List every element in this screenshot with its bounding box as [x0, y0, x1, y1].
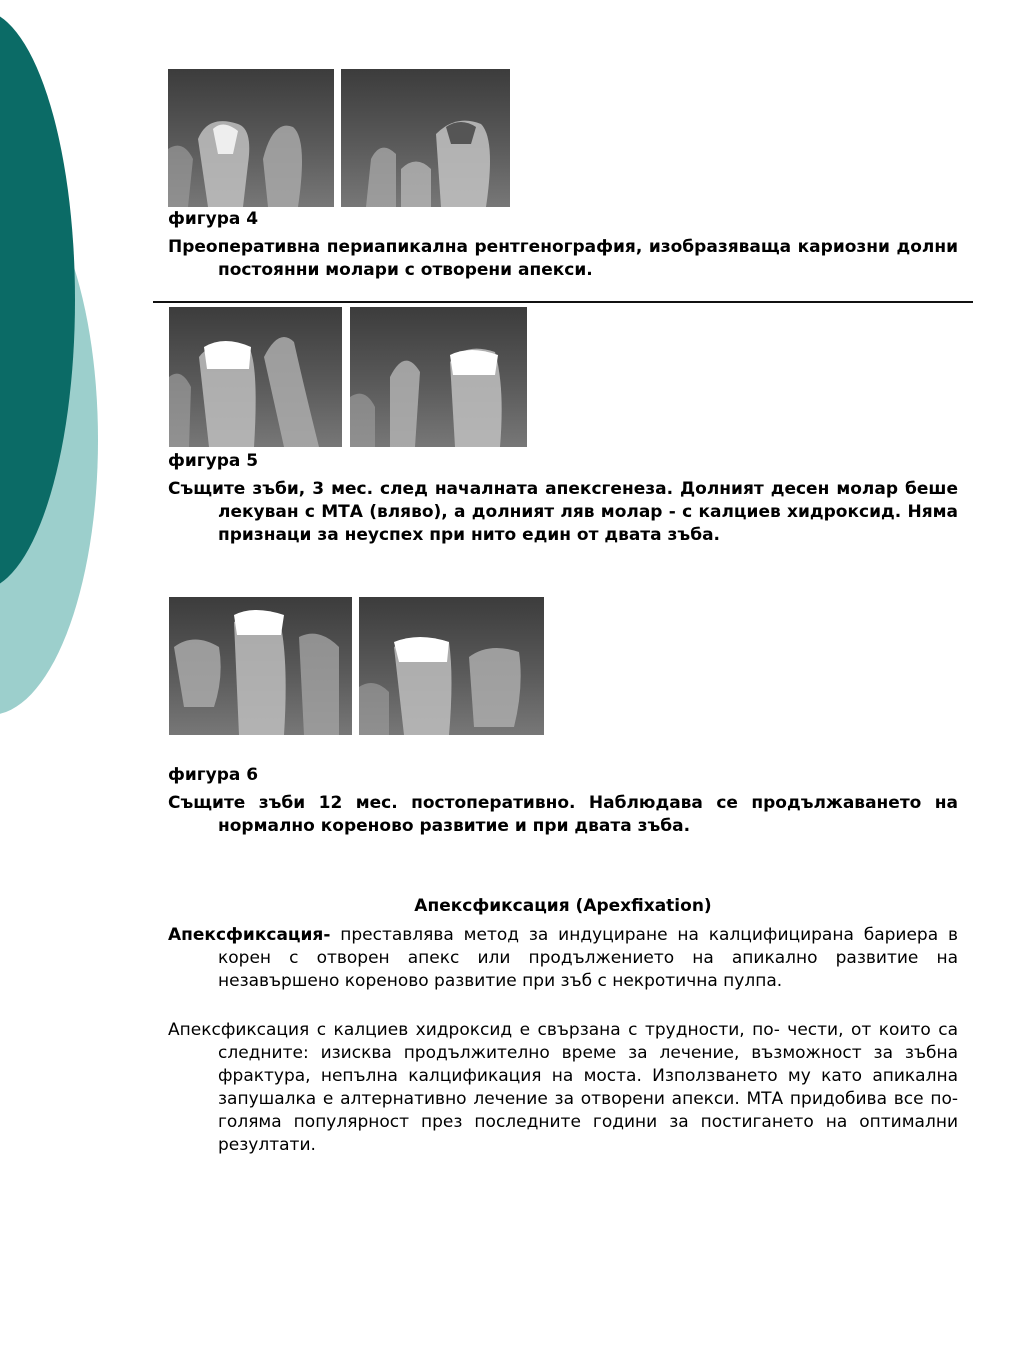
- definition-paragraph: [168, 924, 958, 993]
- figure-4-right-radiograph: [341, 69, 510, 207]
- figure-5-right-radiograph: [350, 307, 527, 447]
- divider: [153, 301, 973, 303]
- figure-4-caption: Преоперативна периапикална рентгенография, изобразяваща кариозни долни постоянни молари с отворени апекси.: [168, 237, 958, 280]
- definition-term: Апексфиксация-: [168, 925, 331, 945]
- body-paragraph: Апексфиксация с калциев хидроксид е свързана с трудности, по- чести, от които са следните: изисква продължително време за лечение, възможност за зъбна фрактура, непълна калцификация на моста. Използването му като апикална запушалка е алтернативно лечение за отворени апекси. МТА придобива все по-голяма популярност през последните години за постигането на оптимални резултати.: [168, 1020, 958, 1155]
- figure-6-left-radiograph: [169, 597, 352, 735]
- figure-5-label: фигура 5: [168, 451, 259, 471]
- figure-6-right-radiograph: [359, 597, 544, 735]
- section-title: Апексфиксация (Apexfixation): [414, 896, 712, 916]
- figure-5-caption: Същите зъби, 3 мес. след началната апексгенеза. Долният десен молар беше лекуван с МТА (вляво), а долният ляв молар - с калциев хидроксид. Няма признаци за неуспех при нито един от двата зъба.: [168, 479, 958, 545]
- figure-5-left-radiograph: [169, 307, 342, 447]
- decorative-arcs: [0, 0, 120, 760]
- figure-6-label: фигура 6: [168, 765, 259, 785]
- figure-4-label: фигура 4: [168, 209, 259, 229]
- definition-text: преставлява метод за индуциране на калцифицирана бариера в корен с отворен апекс или продължението на апикално развитие на незавършено кореново развитие при зъб с некротична пулпа.: [218, 925, 958, 991]
- figure-6-caption: Същите зъби 12 мес. постоперативно. Наблюдава се продължаването на нормално кореново развитие и при двата зъба.: [168, 793, 958, 836]
- figure-4-left-radiograph: [168, 69, 334, 207]
